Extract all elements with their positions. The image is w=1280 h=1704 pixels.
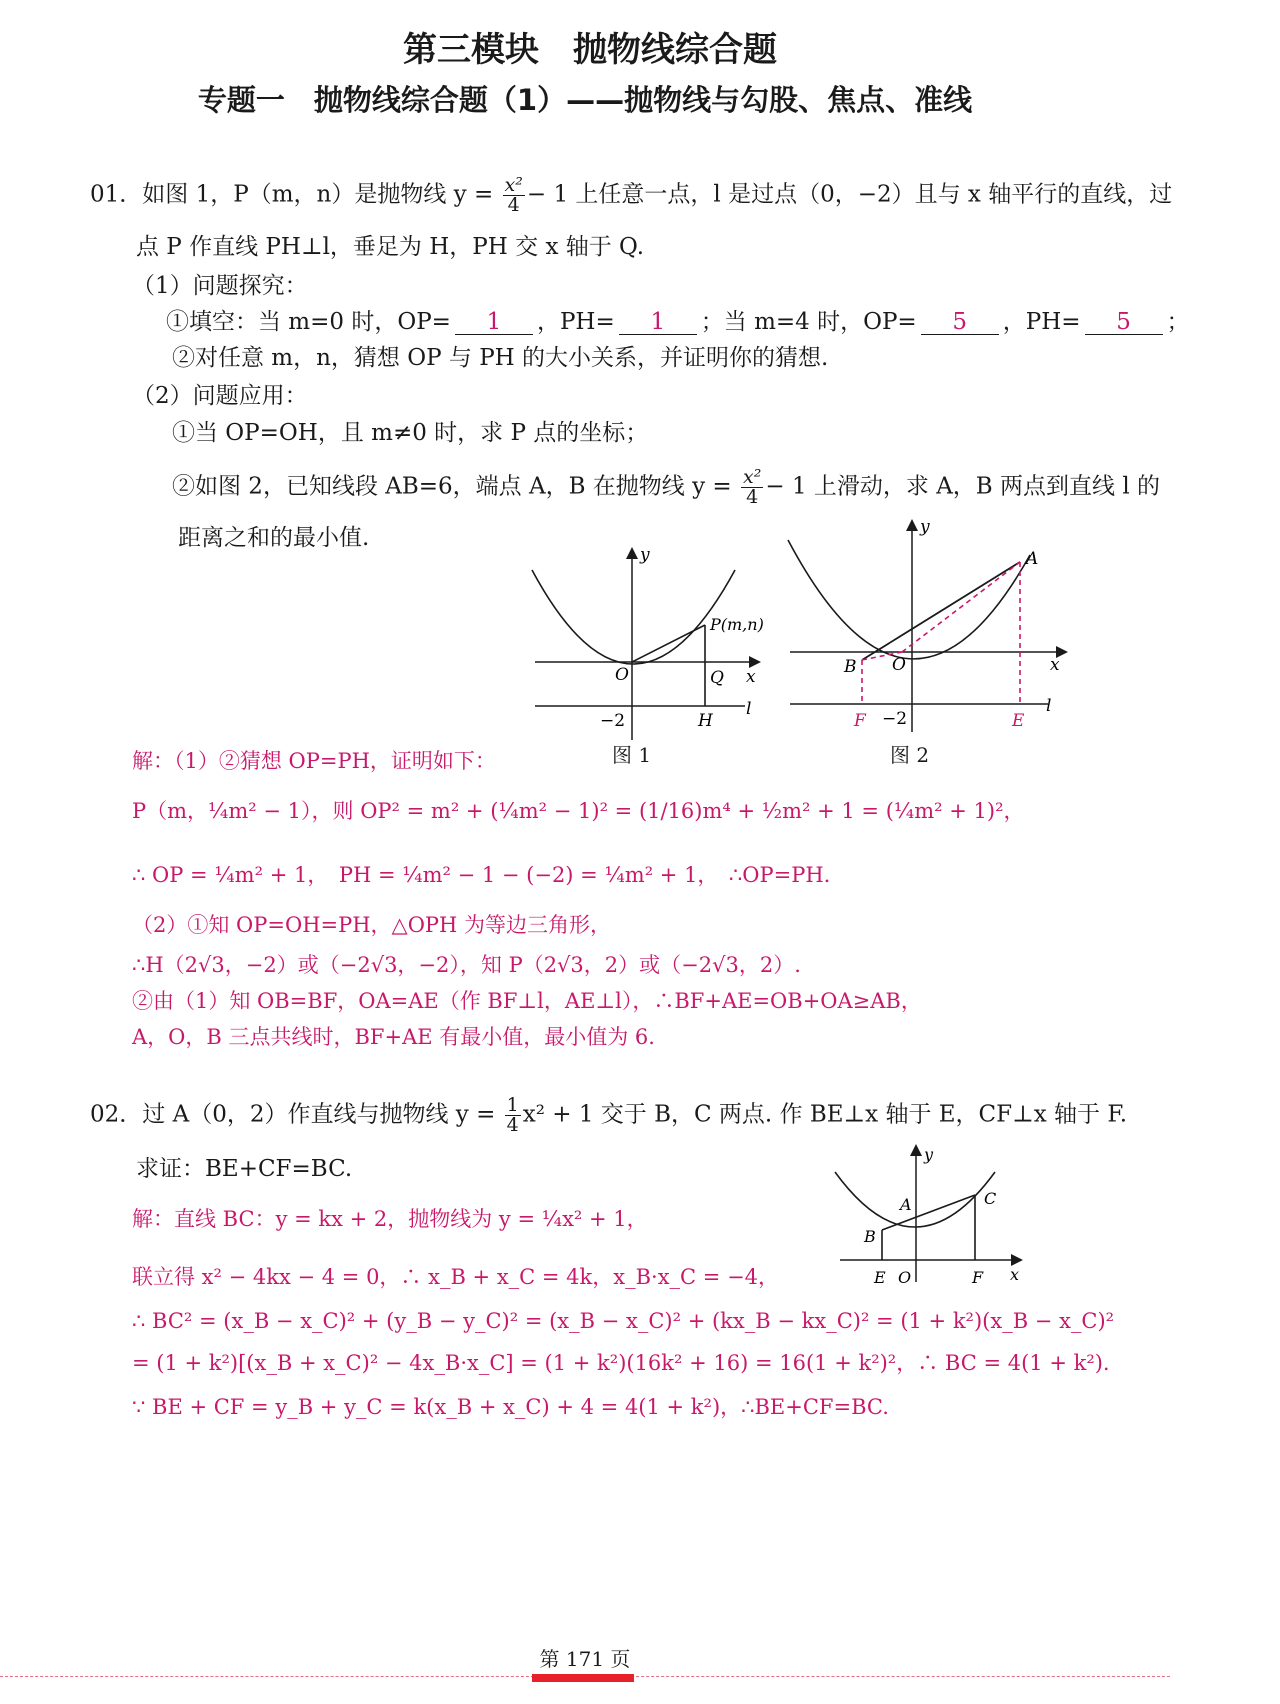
fig2-label-o: O — [892, 655, 906, 675]
figure-1-caption: 图 1 — [612, 743, 652, 767]
q1-stem-b: − 1 上任意一点，l 是过点（0，−2）且与 x 轴平行的直线，过 — [526, 181, 1173, 208]
footer-accent-bar — [532, 1674, 634, 1682]
fig3-label-c: C — [984, 1189, 997, 1208]
fig1-label-y: y — [640, 545, 650, 565]
q2-prove: 求证：BE+CF=BC. — [136, 1156, 353, 1182]
fig1-label-o: O — [615, 665, 629, 685]
fig3-label-x: x — [1010, 1265, 1020, 1284]
fig2-label-x: x — [1050, 655, 1060, 675]
fig2-label-l: l — [1046, 696, 1052, 716]
q1-guess: ②对任意 m，n，猜想 OP 与 PH 的大小关系，并证明你的猜想. — [172, 345, 829, 371]
q1-solution-line3: ∴ OP = ¼m² + 1， PH = ¼m² − 1 − (−2) = ¼m² + 1， ∴OP=PH. — [132, 863, 831, 887]
figure-3 — [820, 1142, 1030, 1292]
page-number: 第 171 页 — [539, 1647, 631, 1671]
q1-solution-line1: 解：（1）②猜想 OP=PH，证明如下： — [132, 749, 496, 773]
q1-solution-line5: ∴H（2√3，−2）或（−2√3，−2），知 P（2√3，2）或（−2√3，2）. — [132, 953, 801, 977]
fig1-label-h: H — [698, 711, 713, 731]
topic-subtitle: 专题一 抛物线综合题（1）——抛物线与勾股、焦点、准线 — [197, 83, 973, 117]
fig2-label-b: B — [844, 657, 857, 677]
q2-number: 02． — [90, 1101, 143, 1128]
fig3-label-o: O — [898, 1268, 912, 1287]
answer-blank-2: 1 — [619, 310, 697, 335]
q1-solution-line4: （2）①知 OP=OH=PH，△OPH 为等边三角形， — [132, 913, 612, 937]
fig1-label-l: l — [746, 699, 752, 719]
figure-1 — [520, 540, 780, 770]
q1-fill-blanks: ①填空：当 m=0 时，OP= 1 ，PH= 1 ；当 m=4 时，OP= 5 ，PH= 5 ； — [166, 309, 1190, 335]
q1-app1: ①当 OP=OH，且 m≠0 时，求 P 点的坐标； — [172, 420, 649, 446]
fig1-label-p: P(m,n) — [710, 615, 764, 634]
fig1-label-q: Q — [710, 668, 724, 688]
answer-blank-4: 5 — [1085, 310, 1163, 335]
fig2-label-y: y — [920, 517, 930, 537]
q2-solution-line1: 解：直线 BC：y = kx + 2，抛物线为 y = ¼x² + 1， — [132, 1207, 648, 1231]
fig2-segment-ab — [862, 562, 1020, 660]
answer-blank-1: 1 — [455, 310, 533, 335]
figure-2-caption: 图 2 — [890, 743, 930, 767]
fig1-label-x: x — [746, 667, 756, 687]
q1-part1-title: （1）问题探究： — [132, 273, 308, 299]
fig2-segment-oa — [902, 562, 1020, 652]
fig3-parabola — [835, 1172, 995, 1227]
fig2-label-f: F — [854, 711, 866, 731]
q1-app2-line2: 距离之和的最小值. — [178, 525, 370, 551]
module-title: 第三模块 抛物线综合题 — [403, 30, 777, 70]
fig3-label-y: y — [924, 1145, 934, 1164]
q1-app2-fraction: $\frac{\text{x²}}{4}$ — [743, 466, 762, 508]
q2-solution-line2: 联立得 x² − 4kx − 4 = 0，∴ x_B + x_C = 4k，x_B·x_C = −4， — [132, 1265, 780, 1289]
fig1-segment-op — [632, 625, 705, 662]
fig3-label-a: A — [900, 1195, 912, 1214]
answer-blank-3: 5 — [921, 310, 999, 335]
q2-fraction: $\frac{1}{4}$ — [506, 1094, 519, 1136]
q1-fraction: $\frac{\text{x²}}{4}$ — [504, 174, 523, 216]
q2-solution-line4: = (1 + k²)[(x_B + x_C)² − 4x_B·x_C] = (1 + k²)(16k² + 16) = 16(1 + k²)²，∴ BC = 4(1 + k²). — [132, 1351, 1110, 1375]
q2-stem: 02．过 A（0，2）作直线与抛物线 y = $\frac{1}{4}$ x² + 1 交于 B，C 两点. 作 BE⊥x 轴于 E，CF⊥x 轴于 F. — [90, 1094, 1128, 1136]
q1-solution-line7: A，O，B 三点共线时，BF+AE 有最小值，最小值为 6. — [132, 1025, 655, 1049]
q1-stem-a: 如图 1，P（m，n）是抛物线 y = — [142, 181, 501, 208]
q1-solution-line2: P（m，¼m² − 1），则 OP² = m² + (¼m² − 1)² = (1/16)m⁴ + ½m² + 1 = (¼m² + 1)²， — [132, 799, 1025, 823]
fig1-label-neg2: −2 — [600, 711, 626, 731]
fig2-parabola — [788, 540, 1030, 659]
figure-2 — [780, 510, 1080, 745]
q1-solution-line6: ②由（1）知 OB=BF，OA=AE（作 BF⊥l，AE⊥l），∴BF+AE=OB+OA≥AB， — [132, 989, 922, 1013]
q1-stem-line2: 点 P 作直线 PH⊥l，垂足为 H，PH 交 x 轴于 Q. — [136, 234, 645, 260]
q2-solution-line5: ∵ BE + CF = y_B + y_C = k(x_B + x_C) + 4 = 4(1 + k²)，∴BE+CF=BC. — [132, 1395, 889, 1419]
q2-solution-line3: ∴ BC² = (x_B − x_C)² + (y_B − y_C)² = (x_B − x_C)² + (kx_B − kx_C)² = (1 + k²)(x_B − x_C)² — [132, 1309, 1115, 1333]
q1-app2-line1: ②如图 2，已知线段 AB=6，端点 A，B 在抛物线 y = $\frac{\text{x²}}{4}$ − 1 上滑动，求 A，B 两点到直线 l 的 — [172, 466, 1160, 508]
fig2-label-e: E — [1012, 711, 1025, 731]
fig2-label-a: A — [1026, 549, 1039, 569]
q1-number: 01． — [90, 181, 143, 208]
fig3-label-e: E — [874, 1268, 886, 1287]
q1-part2-title: （2）问题应用： — [132, 383, 308, 409]
fig3-label-b: B — [864, 1227, 876, 1246]
q1-stem-line1 — [90, 176, 1172, 215]
fig3-label-f: F — [972, 1268, 984, 1287]
fig2-label-neg2: −2 — [882, 709, 908, 729]
